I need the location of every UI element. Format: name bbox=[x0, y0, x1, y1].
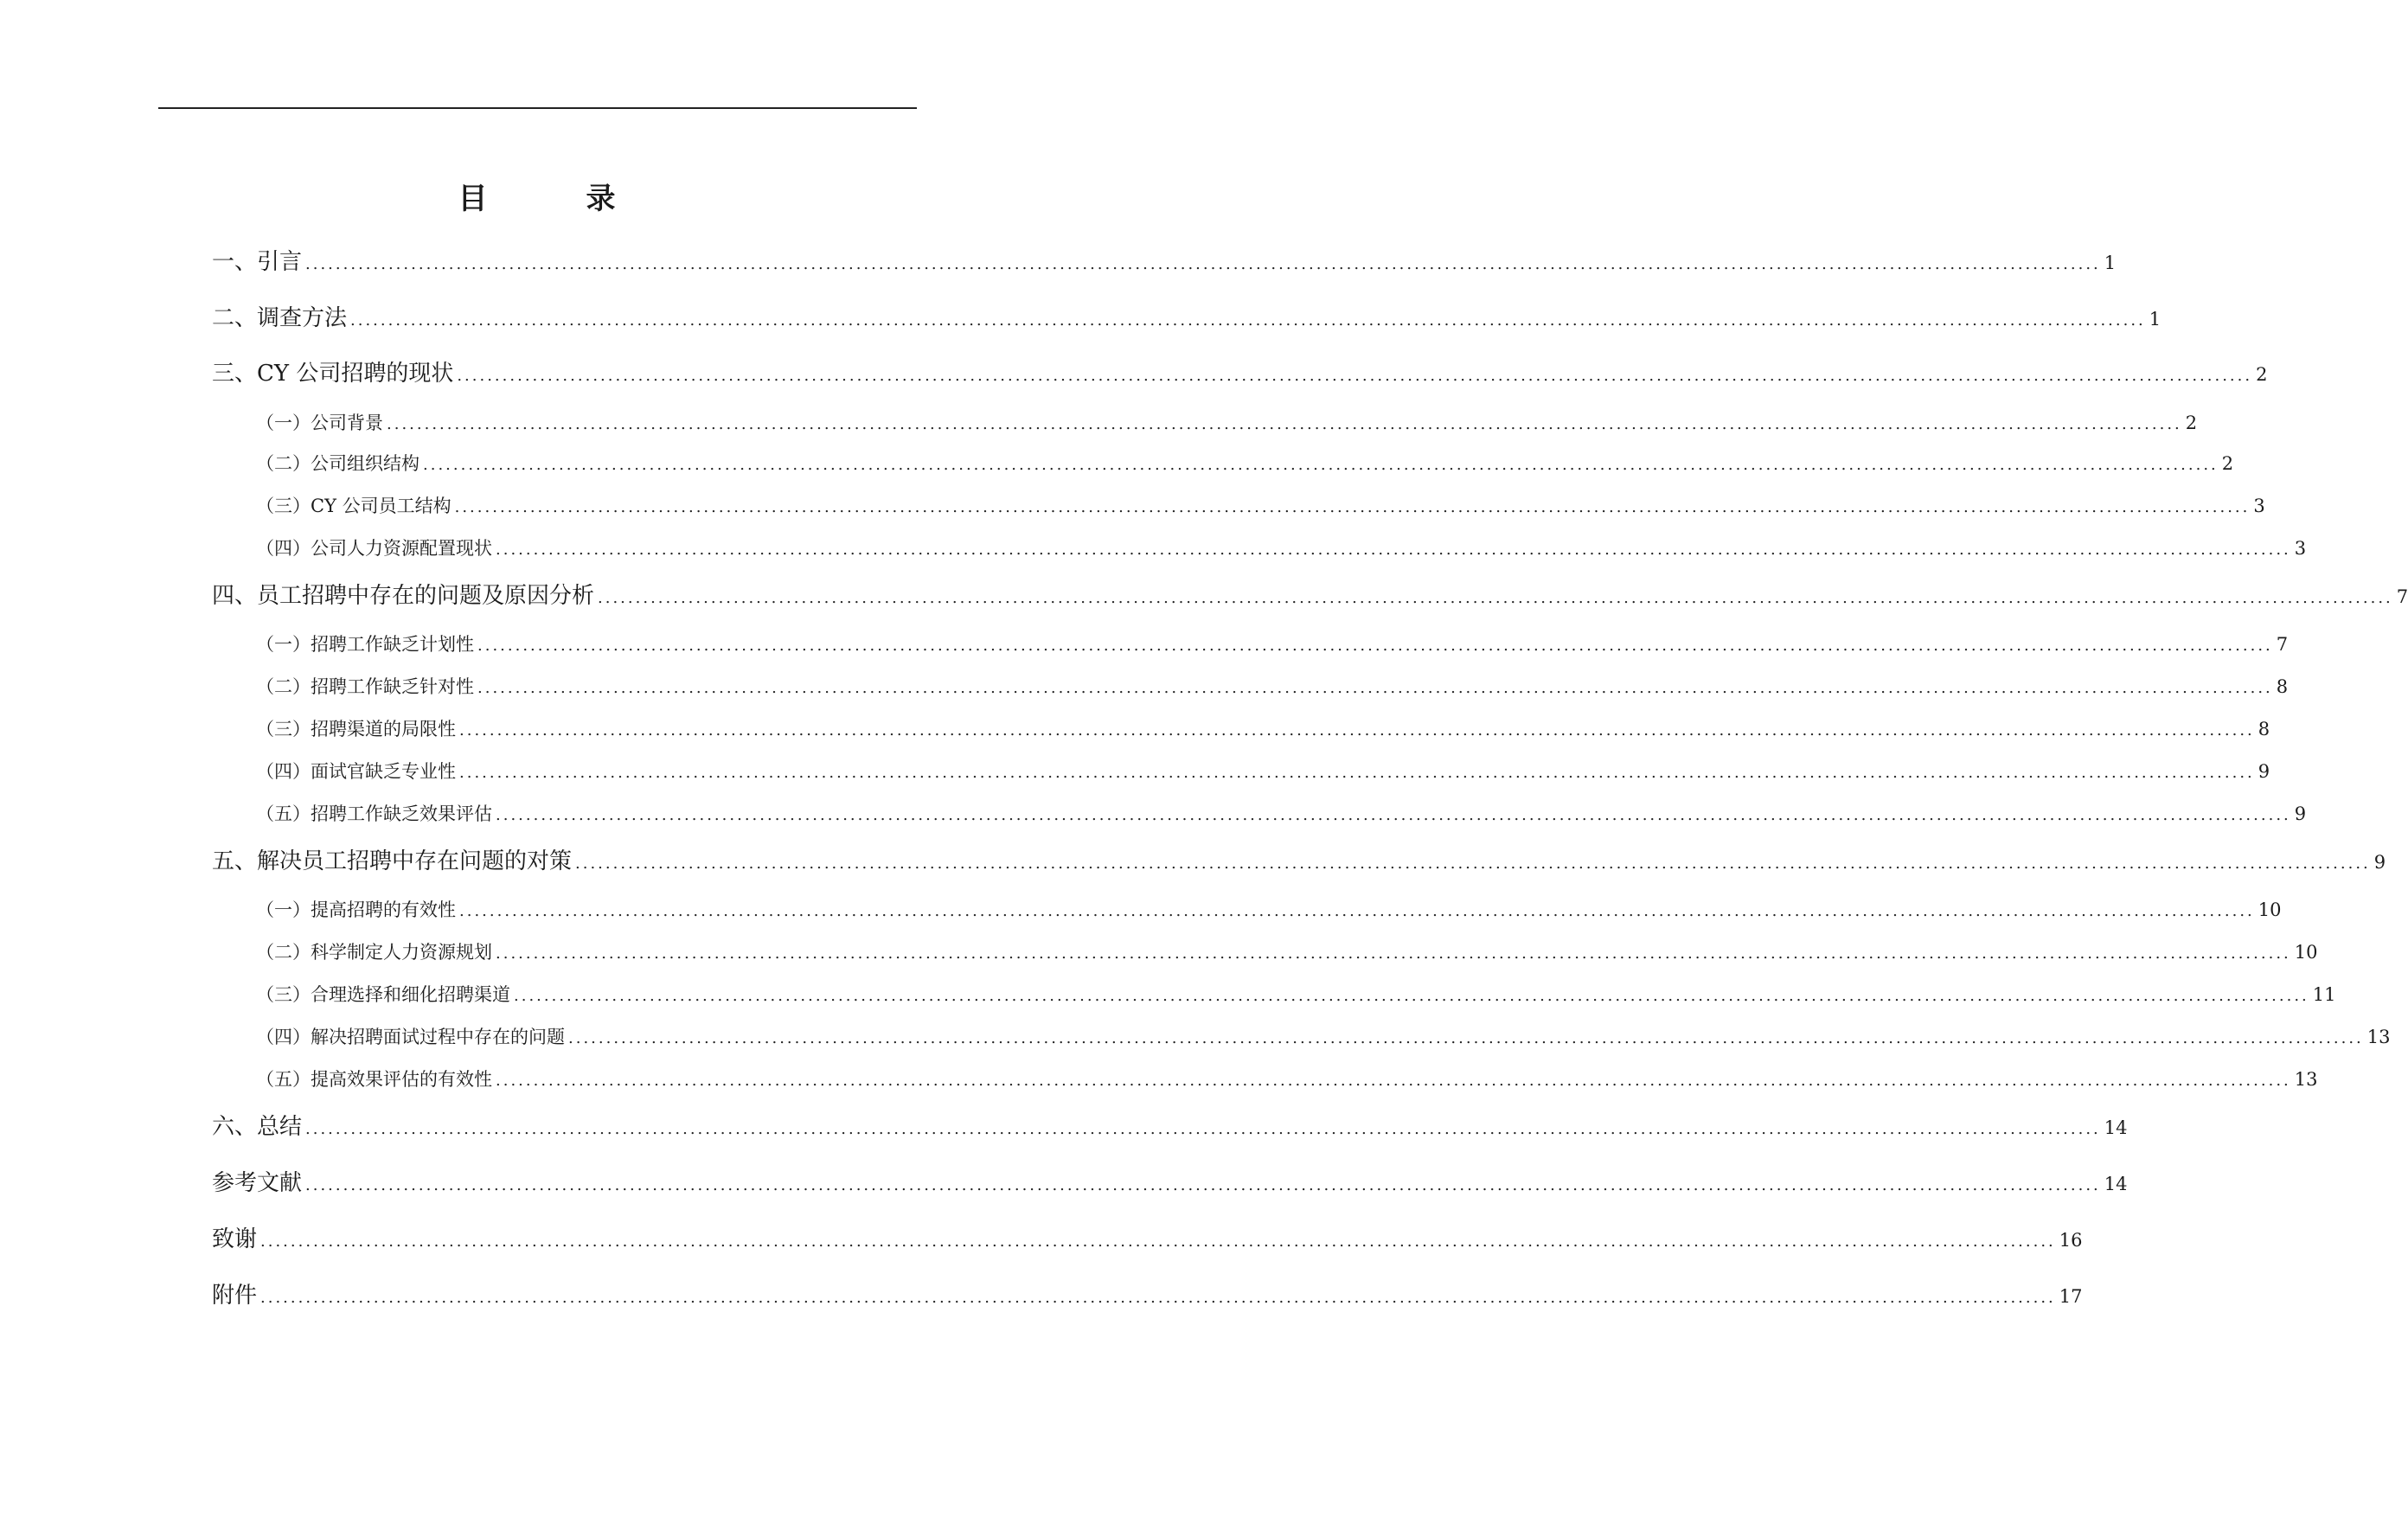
toc-dot-leader: .............................................................................................................................................................................................................................................. bbox=[387, 415, 2182, 433]
toc-page-number: 16 bbox=[2059, 1230, 2083, 1251]
toc-entry-title: （五）提高效果评估的有效性 bbox=[256, 1069, 492, 1090]
toc-entry-title: （一）招聘工作缺乏计划性 bbox=[256, 634, 474, 655]
toc-page-number: 13 bbox=[2294, 1069, 2318, 1090]
toc-entry[interactable] bbox=[212, 1225, 2083, 1254]
toc-entry[interactable] bbox=[256, 536, 2307, 560]
toc-entry[interactable] bbox=[256, 494, 2265, 518]
toc-entry[interactable] bbox=[256, 451, 2234, 476]
toc-entry[interactable] bbox=[212, 847, 2386, 876]
toc-dot-leader: .............................................................................................................................................................................................................................................. bbox=[575, 855, 2371, 873]
toc-dot-leader: .............................................................................................................................................................................................................................................. bbox=[459, 764, 2255, 782]
toc-page-number: 17 bbox=[2059, 1286, 2083, 1307]
toc-entry[interactable] bbox=[256, 759, 2270, 784]
toc-page-number: 3 bbox=[2253, 496, 2265, 516]
toc-page-number: 8 bbox=[2258, 719, 2270, 739]
toc-entry-title: 参考文献 bbox=[212, 1170, 303, 1196]
toc-dot-leader: .............................................................................................................................................................................................................................................. bbox=[305, 255, 2101, 273]
toc-page-number: 10 bbox=[2258, 899, 2282, 920]
toc-page-number: 2 bbox=[2221, 453, 2234, 474]
toc-entry[interactable] bbox=[212, 1168, 2128, 1198]
toc-entry-title: （三）CY 公司员工结构 bbox=[256, 496, 452, 516]
toc-entry-title: （二）科学制定人力资源规划 bbox=[256, 942, 492, 963]
toc-entry-title: 一、引言 bbox=[212, 249, 303, 275]
toc-page-number: 3 bbox=[2294, 538, 2307, 559]
toc-page-number: 2 bbox=[2256, 364, 2268, 385]
toc-entry[interactable] bbox=[256, 1067, 2318, 1091]
toc-page-number: 10 bbox=[2294, 942, 2318, 963]
toc-dot-leader: .............................................................................................................................................................................................................................................. bbox=[454, 498, 2251, 516]
toc-entry-title: 四、员工招聘中存在的问题及原因分析 bbox=[212, 583, 595, 609]
toc-entry[interactable] bbox=[256, 675, 2289, 699]
toc-page-number: 7 bbox=[2276, 634, 2289, 655]
toc-page-number: 9 bbox=[2258, 761, 2270, 782]
toc-page-number: 9 bbox=[2373, 852, 2386, 873]
toc-dot-leader: .............................................................................................................................................................................................................................................. bbox=[457, 367, 2253, 385]
toc-entry[interactable] bbox=[256, 411, 2198, 435]
toc-dot-leader: .............................................................................................................................................................................................................................................. bbox=[598, 589, 2393, 607]
toc-dot-leader: .............................................................................................................................................................................................................................................. bbox=[305, 1120, 2101, 1138]
toc-dot-leader: .............................................................................................................................................................................................................................................. bbox=[568, 1029, 2364, 1047]
toc-entry[interactable] bbox=[256, 632, 2289, 656]
toc-dot-leader: .............................................................................................................................................................................................................................................. bbox=[459, 721, 2255, 739]
toc-entry[interactable] bbox=[212, 1112, 2128, 1142]
toc-entry[interactable] bbox=[256, 717, 2270, 741]
toc-title: 目 录 bbox=[458, 182, 650, 216]
toc-entry-title: 六、总结 bbox=[212, 1114, 303, 1140]
toc-entry[interactable] bbox=[212, 247, 2117, 277]
toc-entry-title: （五）招聘工作缺乏效果评估 bbox=[256, 803, 492, 824]
toc-dot-leader: .............................................................................................................................................................................................................................................. bbox=[514, 987, 2309, 1005]
toc-page-number: 1 bbox=[2149, 309, 2161, 330]
toc-entry-title: （二）招聘工作缺乏针对性 bbox=[256, 676, 474, 697]
toc-entry-title: （三）合理选择和细化招聘渠道 bbox=[256, 984, 510, 1005]
toc-page-number: 1 bbox=[2104, 253, 2117, 273]
toc-dot-leader: .............................................................................................................................................................................................................................................. bbox=[423, 456, 2219, 474]
toc-entry-title: 二、调查方法 bbox=[212, 305, 348, 331]
toc-page-number: 2 bbox=[2185, 413, 2198, 433]
toc-page-number: 9 bbox=[2294, 803, 2307, 824]
toc-page-number: 8 bbox=[2276, 676, 2289, 697]
toc-entry[interactable] bbox=[256, 940, 2318, 964]
toc-entry[interactable] bbox=[212, 304, 2161, 333]
toc-entry[interactable] bbox=[256, 1025, 2391, 1049]
toc-dot-leader: .............................................................................................................................................................................................................................................. bbox=[496, 1072, 2291, 1090]
toc-page-number: 14 bbox=[2104, 1117, 2128, 1138]
toc-page-number: 11 bbox=[2312, 984, 2336, 1005]
toc-entry-title: （四）解决招聘面试过程中存在的问题 bbox=[256, 1027, 565, 1047]
toc-page-number: 7 bbox=[2396, 586, 2408, 607]
toc-entry-title: （三）招聘渠道的局限性 bbox=[256, 719, 456, 739]
toc-dot-leader: .............................................................................................................................................................................................................................................. bbox=[477, 679, 2273, 697]
toc-dot-leader: .............................................................................................................................................................................................................................................. bbox=[260, 1232, 2056, 1251]
toc-entry-title: 附件 bbox=[212, 1283, 258, 1309]
toc-entry-title: （一）公司背景 bbox=[256, 413, 383, 433]
toc-entry-title: （四）公司人力资源配置现状 bbox=[256, 538, 492, 559]
toc-entry-title: （一）提高招聘的有效性 bbox=[256, 899, 456, 920]
toc-dot-leader: .............................................................................................................................................................................................................................................. bbox=[459, 902, 2255, 920]
toc-entry-title: （四）面试官缺乏专业性 bbox=[256, 761, 456, 782]
toc-entry[interactable] bbox=[256, 898, 2282, 922]
toc-entry[interactable] bbox=[256, 983, 2336, 1007]
toc-entry-title: 致谢 bbox=[212, 1226, 258, 1252]
toc-entry[interactable] bbox=[212, 1281, 2083, 1310]
toc-page-number: 13 bbox=[2366, 1027, 2391, 1047]
toc-entry-title: 三、CY 公司招聘的现状 bbox=[212, 361, 454, 387]
toc-entry[interactable] bbox=[212, 581, 2408, 611]
toc-page-number: 14 bbox=[2104, 1174, 2128, 1194]
toc-entry[interactable] bbox=[212, 359, 2268, 388]
toc-dot-leader: .............................................................................................................................................................................................................................................. bbox=[496, 806, 2291, 824]
toc-dot-leader: .............................................................................................................................................................................................................................................. bbox=[350, 311, 2146, 330]
toc-dot-leader: .............................................................................................................................................................................................................................................. bbox=[477, 637, 2273, 655]
toc-dot-leader: .............................................................................................................................................................................................................................................. bbox=[496, 541, 2291, 559]
toc-entry-title: 五、解决员工招聘中存在问题的对策 bbox=[212, 848, 573, 874]
toc-dot-leader: .............................................................................................................................................................................................................................................. bbox=[305, 1176, 2101, 1194]
toc-dot-leader: .............................................................................................................................................................................................................................................. bbox=[260, 1289, 2056, 1307]
toc-entry-title: （二）公司组织结构 bbox=[256, 453, 419, 474]
toc-dot-leader: .............................................................................................................................................................................................................................................. bbox=[496, 944, 2291, 963]
toc-entry[interactable] bbox=[256, 802, 2307, 826]
